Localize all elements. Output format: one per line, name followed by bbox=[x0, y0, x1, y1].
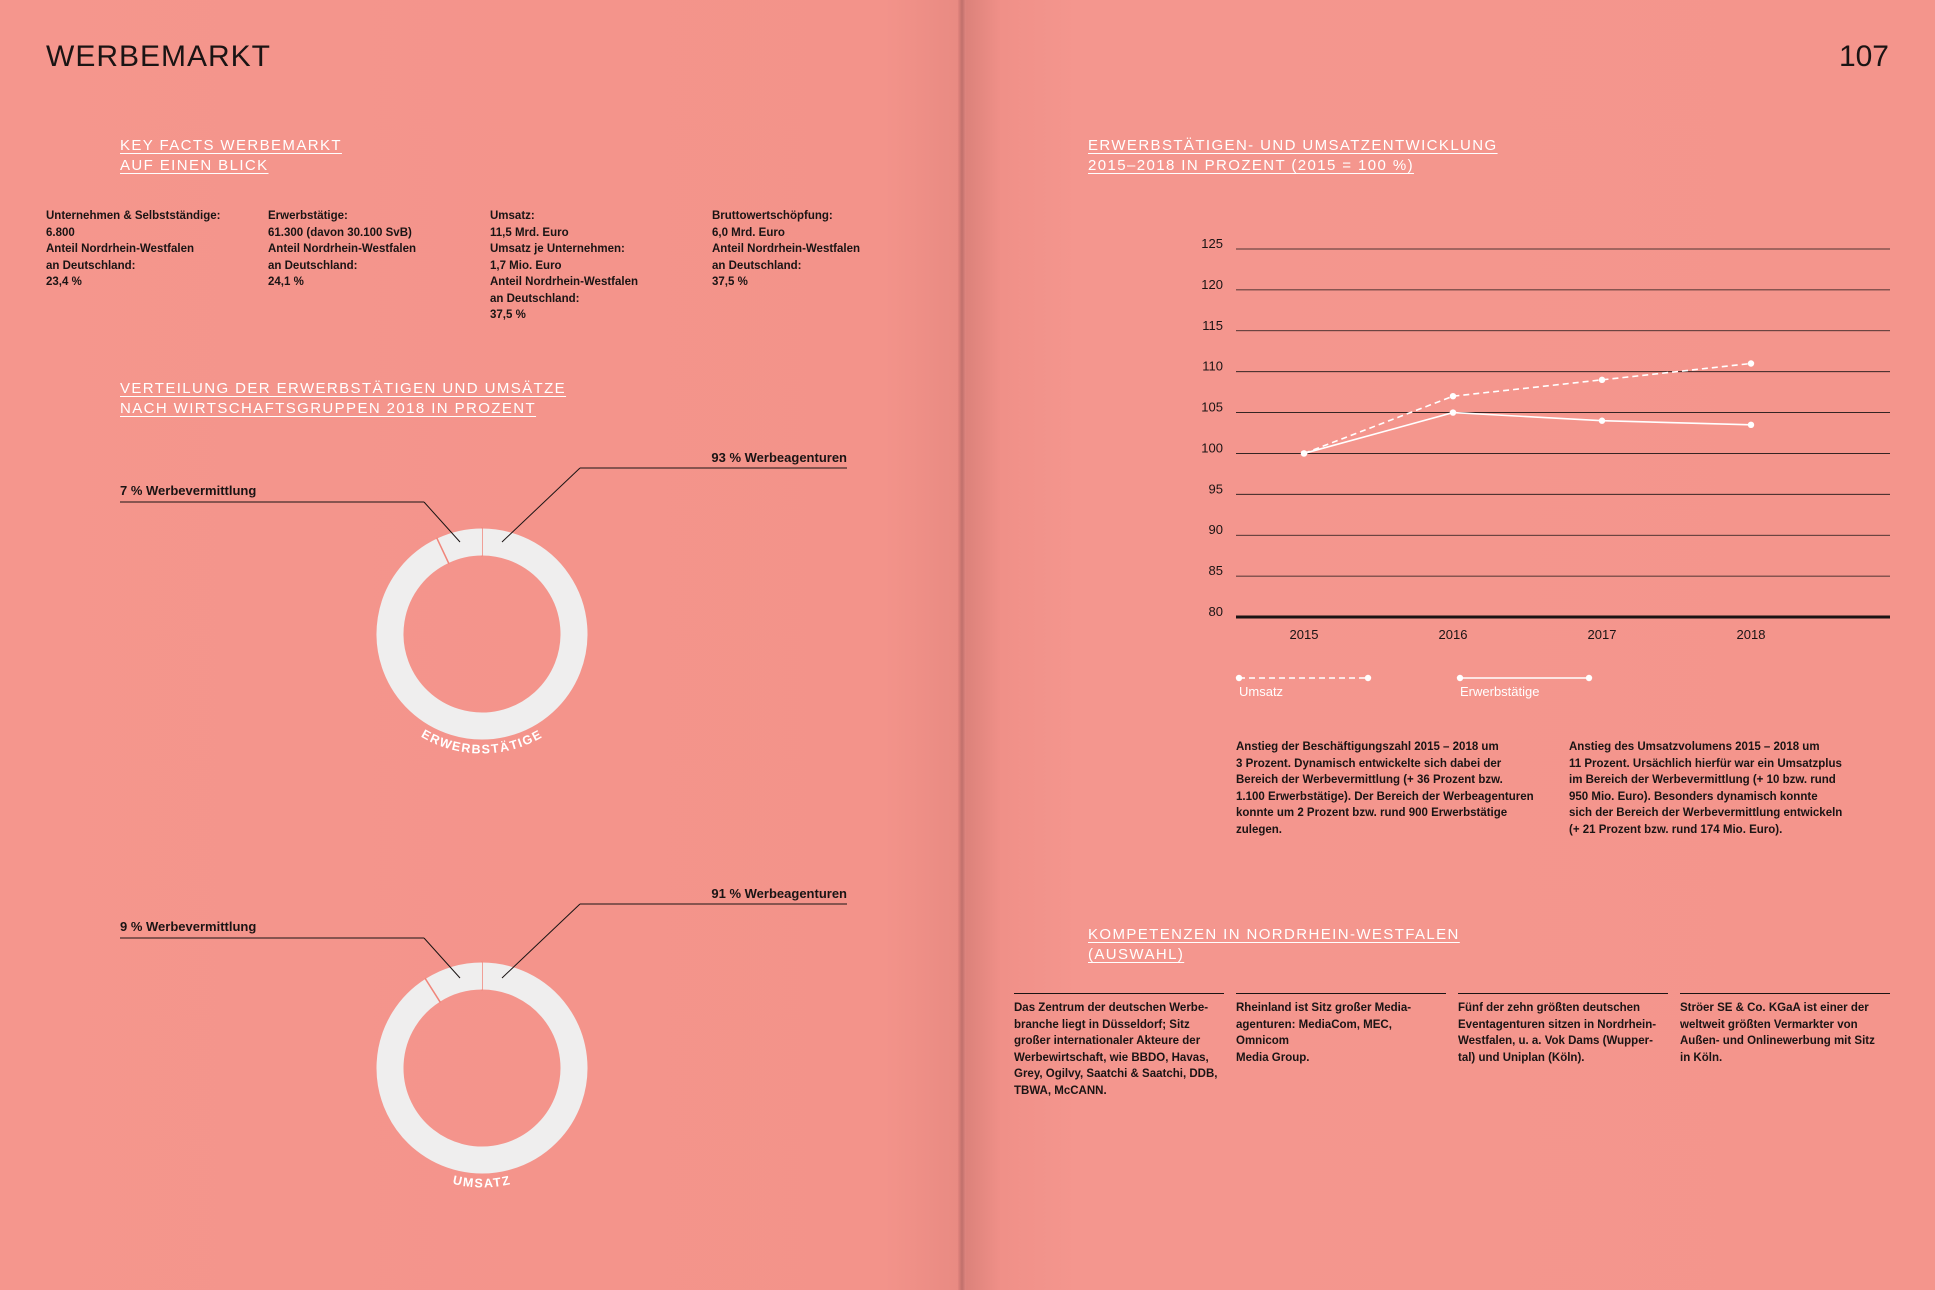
chart-series bbox=[1301, 360, 1754, 456]
key-facts-heading-line-2: AUF EINEN BLICK bbox=[120, 157, 269, 174]
kompetenz-eventagenturen bbox=[1458, 993, 1668, 1066]
fact-line: Anteil Nordrhein-Westfalen bbox=[490, 276, 639, 288]
y-tick-label: 90 bbox=[1208, 522, 1223, 538]
x-tick-label: 2017 bbox=[1587, 627, 1617, 642]
key-facts-heading bbox=[120, 136, 342, 176]
fact-unternehmen bbox=[46, 208, 256, 291]
donut-title-path: UMSATZ bbox=[451, 1173, 513, 1191]
fact-line: 6.800 bbox=[46, 226, 75, 239]
text-line: 1.100 Erwerbstätige). Der Bereich der Werbeagenturen bbox=[1236, 790, 1534, 803]
text-line: 11 Prozent. Ursächlich hierfür war ein Umsatzplus bbox=[1569, 757, 1842, 770]
donut-slice-werbeagenturen bbox=[390, 976, 574, 1160]
text-line: Werbewirtschaft, wie BBDO, Havas, bbox=[1014, 1051, 1209, 1064]
legend-marker bbox=[1586, 675, 1592, 681]
text-line: Anstieg der Beschäftigungszahl 2015 – 2018 um bbox=[1236, 741, 1499, 753]
donut-chart-umsatz bbox=[0, 874, 960, 1204]
data-point-erwerbstätige bbox=[1748, 422, 1754, 428]
legend-label-umsatz: Umsatz bbox=[1239, 684, 1284, 699]
fact-bruttowertschoepfung bbox=[712, 208, 922, 291]
label-werbeagenturen: 91 % Werbeagenturen bbox=[711, 886, 847, 901]
fact-line: 6,0 Mrd. Euro bbox=[712, 226, 785, 239]
fact-line: an Deutschland: bbox=[46, 259, 136, 272]
legend-label-erwerbstätige: Erwerbstätige bbox=[1460, 684, 1540, 699]
text-line: im Bereich der Werbevermittlung (+ 10 bzw. rund bbox=[1569, 774, 1836, 786]
chart-heading bbox=[1088, 136, 1498, 176]
key-facts-heading-line-1: KEY FACTS WERBEMARKT bbox=[120, 137, 342, 154]
donut-umsatz-group bbox=[363, 962, 602, 1188]
x-tick-label: 2018 bbox=[1736, 627, 1766, 642]
y-tick-label: 125 bbox=[1201, 236, 1223, 251]
fact-line: 24,1 % bbox=[268, 276, 304, 288]
fact-line: 61.300 (davon 30.100 SvB) bbox=[268, 226, 412, 239]
fact-umsatz bbox=[490, 208, 700, 324]
text-line: Anstieg des Umsatzvolumens 2015 – 2018 um bbox=[1569, 741, 1820, 753]
fact-line: an Deutschland: bbox=[490, 292, 580, 305]
fact-line: Anteil Nordrhein-Westfalen bbox=[712, 243, 861, 255]
text-line: Außen- und Onlinewerbung mit Sitz bbox=[1680, 1035, 1875, 1047]
fact-line: Umsatz: bbox=[490, 210, 535, 222]
distribution-heading-line-1: VERTEILUNG DER ERWERBSTÄTIGEN UND UMSÄTZE bbox=[120, 380, 567, 397]
text-umsatz bbox=[1569, 739, 1842, 838]
fact-line: Anteil Nordrhein-Westfalen bbox=[268, 243, 417, 255]
text-line: zulegen. bbox=[1236, 823, 1283, 836]
text-line: 3 Prozent. Dynamisch entwickelte sich dabei der bbox=[1236, 757, 1502, 770]
text-line: sich der Bereich der Werbevermittlung entwickeln bbox=[1569, 807, 1843, 819]
data-point-umsatz bbox=[1599, 377, 1605, 383]
kompetenz-duesseldorf bbox=[1014, 993, 1224, 1099]
fact-line: 37,5 % bbox=[712, 276, 748, 288]
text-line: tal) und Uniplan (Köln). bbox=[1458, 1051, 1585, 1064]
fact-line: 11,5 Mrd. Euro bbox=[490, 226, 569, 239]
fact-line: 37,5 % bbox=[490, 309, 526, 321]
text-line: Grey, Ogilvy, Saatchi & Saatchi, DDB, bbox=[1014, 1068, 1218, 1080]
distribution-heading bbox=[120, 379, 566, 419]
page-number: 107 bbox=[1838, 40, 1889, 73]
kompetenzen-heading-line-1: KOMPETENZEN IN NORDRHEIN-WESTFALEN bbox=[1088, 926, 1460, 943]
x-tick-label: 2016 bbox=[1438, 627, 1468, 642]
label-werbeagenturen: 93 % Werbeagenturen bbox=[711, 450, 847, 465]
series-line-umsatz bbox=[1304, 363, 1751, 453]
text-line: Eventagenturen sitzen in Nordrhein- bbox=[1458, 1018, 1657, 1031]
leader-line-werbevermittlung bbox=[424, 502, 460, 542]
kompetenzen-heading-line-2: (AUSWAHL) bbox=[1088, 946, 1185, 963]
kompetenz-stroeer bbox=[1680, 993, 1890, 1066]
text-line: branche liegt in Düsseldorf; Sitz bbox=[1014, 1018, 1190, 1031]
donut-slice-werbevermittlung bbox=[433, 976, 482, 990]
text-line: weltweit größten Vermarkter von bbox=[1680, 1018, 1858, 1031]
y-tick-label: 95 bbox=[1208, 481, 1223, 497]
donut-title-umsatz bbox=[452, 1173, 513, 1191]
text-line: agenturen: MediaCom, MEC, Omnicom bbox=[1236, 1018, 1392, 1047]
data-point-erwerbstätige bbox=[1450, 409, 1456, 415]
text-line: Fünf der zehn größten deutschen bbox=[1458, 1002, 1641, 1014]
data-point-umsatz bbox=[1748, 360, 1754, 366]
text-line: Westfalen, u. a. Vok Dams (Wupper- bbox=[1458, 1035, 1653, 1047]
chart-heading-line-1: ERWERBSTÄTIGEN- UND UMSATZENTWICKLUNG bbox=[1088, 137, 1498, 154]
text-line: Rheinland ist Sitz großer Media- bbox=[1236, 1002, 1412, 1014]
y-tick-label: 115 bbox=[1202, 317, 1223, 333]
x-tick-label: 2015 bbox=[1289, 627, 1319, 642]
text-line: Media Group. bbox=[1236, 1051, 1310, 1064]
distribution-heading-line-2: NACH WIRTSCHAFTSGRUPPEN 2018 IN PROZENT bbox=[120, 400, 537, 417]
fact-line: 23,4 % bbox=[46, 276, 82, 288]
fact-line: an Deutschland: bbox=[268, 259, 358, 272]
chart-heading-line-2: 2015–2018 IN PROZENT (2015 = 100 %) bbox=[1088, 157, 1414, 174]
text-line: (+ 21 Prozent bzw. rund 174 Mio. Euro). bbox=[1569, 823, 1783, 836]
text-line: 950 Mio. Euro). Besonders dynamisch konnte bbox=[1569, 790, 1818, 803]
fact-line: Anteil Nordrhein-Westfalen bbox=[46, 243, 195, 255]
chart-x-ticks bbox=[1290, 627, 1766, 642]
line-chart bbox=[1180, 225, 1900, 715]
y-tick-label: 120 bbox=[1201, 276, 1223, 292]
donut-title-path: ERWERBSTÄTIGE bbox=[419, 726, 545, 757]
text-line: konnte um 2 Prozent bzw. rund 900 Erwerbstätige bbox=[1236, 807, 1508, 819]
chart-legend bbox=[1236, 675, 1592, 699]
donut-erwerbstaetige-group bbox=[363, 528, 602, 754]
text-line: in Köln. bbox=[1680, 1051, 1723, 1064]
kompetenz-rheinland bbox=[1236, 993, 1446, 1066]
series-line-erwerbstätige bbox=[1304, 413, 1751, 454]
page-title: WERBEMARKT bbox=[46, 40, 272, 73]
text-line: Bereich der Werbevermittlung (+ 36 Prozent bzw. bbox=[1236, 774, 1503, 786]
text-beschaeftigung bbox=[1236, 739, 1534, 838]
leader-line-werbeagenturen bbox=[502, 468, 580, 542]
donut-slice-werbevermittlung bbox=[443, 542, 482, 551]
fact-line: Unternehmen & Selbstständige: bbox=[46, 210, 221, 222]
donut-slice-werbeagenturen bbox=[390, 542, 574, 726]
text-line: TBWA, McCANN. bbox=[1014, 1084, 1107, 1097]
leader-line-werbeagenturen bbox=[502, 904, 580, 978]
fact-line: 1,7 Mio. Euro bbox=[490, 259, 562, 272]
y-tick-label: 80 bbox=[1208, 604, 1223, 619]
legend-marker bbox=[1457, 675, 1463, 681]
label-werbevermittlung: 9 % Werbevermittlung bbox=[120, 919, 257, 934]
data-point-erwerbstätige bbox=[1301, 450, 1307, 456]
kompetenzen-heading bbox=[1088, 925, 1460, 965]
y-tick-label: 110 bbox=[1202, 358, 1223, 374]
legend-marker bbox=[1365, 675, 1371, 681]
fact-line: Bruttowertschöpfung: bbox=[712, 210, 833, 222]
text-line: Ströer SE & Co. KGaA ist einer der bbox=[1680, 1002, 1869, 1014]
fact-line: Umsatz je Unternehmen: bbox=[490, 243, 625, 255]
data-point-umsatz bbox=[1450, 393, 1456, 399]
y-tick-label: 100 bbox=[1201, 440, 1223, 456]
fact-erwerbstaetige bbox=[268, 208, 478, 291]
donut-chart-erwerbstaetige bbox=[0, 440, 960, 780]
data-point-erwerbstätige bbox=[1599, 418, 1605, 424]
text-line: großer internationaler Akteure der bbox=[1014, 1035, 1201, 1047]
fact-line: an Deutschland: bbox=[712, 259, 802, 272]
legend-marker bbox=[1236, 675, 1242, 681]
y-tick-label: 105 bbox=[1201, 399, 1223, 415]
text-line: Das Zentrum der deutschen Werbe- bbox=[1014, 1002, 1209, 1014]
chart-y-ticks bbox=[1201, 236, 1223, 619]
fact-line: Erwerbstätige: bbox=[268, 210, 348, 222]
y-tick-label: 85 bbox=[1208, 563, 1223, 579]
label-werbevermittlung: 7 % Werbevermittlung bbox=[120, 483, 257, 498]
chart-gridlines bbox=[1236, 249, 1890, 617]
